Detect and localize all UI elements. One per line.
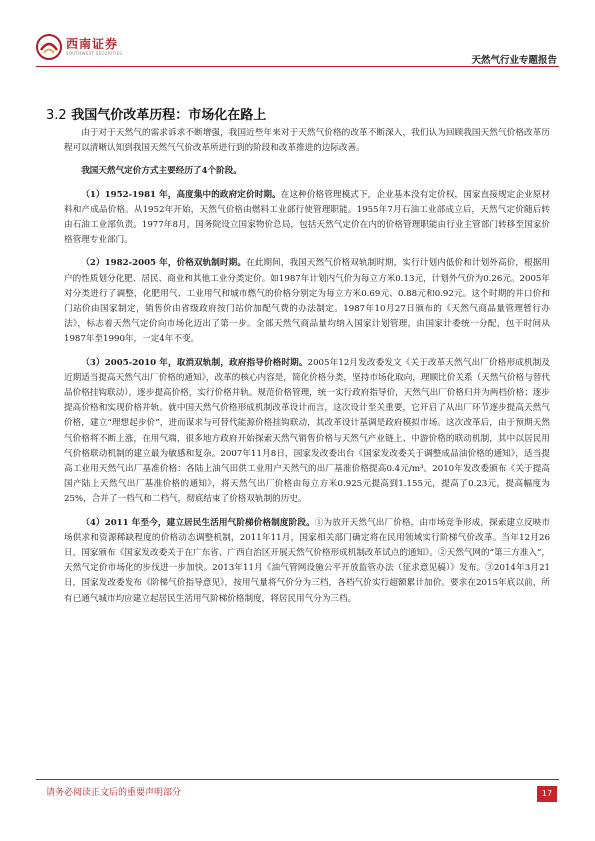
stage-body-4: ①为放开天然气出厂价格，由市场竞争形成，探索建立反映市场供求和资源稀缺程度的价格动态调整机制，2011年11月，国家相关部门确定将在民用领域实行阶梯气价改革。当年12月26日，国家颁布《国家发改委关于在广东省、广西自治区开展天然气价格形成机制改革试点的通知》。②天然气网的“第三方准入”，天然气定价市场化的步伐进一步加快。2013年11月《油气管网设施公平开放监管办法（征求意见稿）》发布。③2014年3月21日，国家发改委发布《阶梯气价指导意见》，按用气量将气价分为三档，各档气价实行超额累计加价。要求在2015年底以前，所有已通气城市均应建立起居民生活用气阶梯价格制度，将居民用气分为三档。 [64,517,550,604]
header-divider [36,66,559,67]
section-title-text: 我国气价改革历程：市场化在路上 [71,108,267,123]
logo-chinese-name: 西南证券 [66,37,119,51]
stage-heading-3: （3）2005-2010 年，取消双轨制，政府指导价格时期。 [81,357,308,368]
stage-heading-4: （4）2011 年至今，建立居民生活用气阶梯价格制度阶段。 [81,517,315,528]
stage-paragraph-4 [64,516,550,607]
logo-english-name: SOUTHWEST SECURITIES [66,51,123,56]
section-number: 3.2 [46,108,67,123]
footer-divider [36,779,559,780]
logo-text [66,38,122,56]
company-logo [36,34,122,60]
page-header [0,0,595,70]
page-number: 17 [537,786,557,802]
intro-paragraph: 由于对于天然气的需求诉求不断增强，我国近些年来对于天然气价格的改革不断深入，我们认为回顾我国天然气价格改革历程可以清晰认知到我国天然气气价改革所进行到的阶段和改革推进的边际改善。 [64,128,550,154]
logo-emblem-icon [36,34,62,60]
stage-heading-1: （1）1952-1981 年，高度集中的政府定价时期。 [81,189,281,200]
stage-paragraph-3 [64,356,550,508]
stage-body-1: 在这种价格管理模式下，企业基本没有定价权，国家直接规定企业原材料和产成品价格。从1952年开始，天然气价格由燃料工业部行使管理职能。1955年7月石油工业部成立后，天然气定价随后转由石油工业部负责。1977年8月，国务院设立国家物价总局，包括天然气定价在内的价格管理职能由行业主管部门转移至国家价格管理专业部门。 [64,189,550,246]
stage-body-3: 2005年12月发改委发文《关于改革天然气出厂价格形成机制及近期适当提高天然气出厂价格的通知》，改革的核心内容是，简化价格分类，坚持市场化取向，理顺比价关系（天然气价格与替代品价格挂钩联动），逐步提高价格，实行价格并轨。规范价格管理，统一实行政府指导价，天然气出厂价格归并为两档价格；逐步提高价格和实现价格并轨。就中国天然气价格形成机制改革设计而言，这次设计至关重要，它开启了从出厂环节逐步提高天然气价格，建立“理想起步价”，进而谋求与可替代能源价格挂钩联动，其改革设计基调是政府模拟市场。这次改革后，由于预期天然气价格将不断上涨，在用气端，很多地方政府开始探索天然气销售价格与天然气产业链上、中游价格的联动机制，其中以居民用气价格联动机制的建立最为敏感和复杂。2007年11月8日，国家发改委出台《国家发改委关于调整成品油价格的通知》，适当提高工业用天然气出厂基准价格：各陆上油气田供工业用户天然气的出厂基准价格提高0.4元/m³。2010年发改委颁布《关于提高国产陆上天然气出厂基准价格的通知》，将天然气出厂价格由每立方米0.925元提高到1.155元，提高了0.23元，提高幅度为25%，合并了一档气和二档气，彻底结束了价格双轨制的历史。 [64,357,550,505]
report-title: 天然气行业专题报告 [471,55,557,66]
stage-body-2: 在此期间，我国天然气价格双轨制时期，实行计划内低价和计划外高价，根据用户的性质划分化肥、居民、商业和其他工业分类定价。如1987年计划内气价为每立方米0.13元，计划外气价为0.26元。2005年对分类进行了调整，化肥用气、工业用气和城市燃气的价格分别定为每立方米0.69元、0.88元和0.92元。这个时期的井口价和门站价由国家制定，销售价由省级政府按门站价加配气费的办法制定。1987年10月27日颁布的《天然气商品量管理暂行办法》，标志着天然气定价向市场化迈出了第一步。全部天然气商品量均纳入国家计划管理，由国家计委统一分配，包干时间从1987年至1990年，一定4年不变。 [64,258,550,345]
stage-heading-2: （2）1982-2005 年，价格双轨制时期。 [81,258,247,269]
stage-paragraph-2 [64,256,550,347]
body-content [64,126,550,615]
disclaimer-note: 请务必阅读正文后的重要声明部分 [46,788,182,798]
section-heading [46,104,266,123]
lead-paragraph: 我国天然气定价方式主要经历了4个阶段。 [81,166,242,177]
stage-paragraph-1 [64,188,550,249]
